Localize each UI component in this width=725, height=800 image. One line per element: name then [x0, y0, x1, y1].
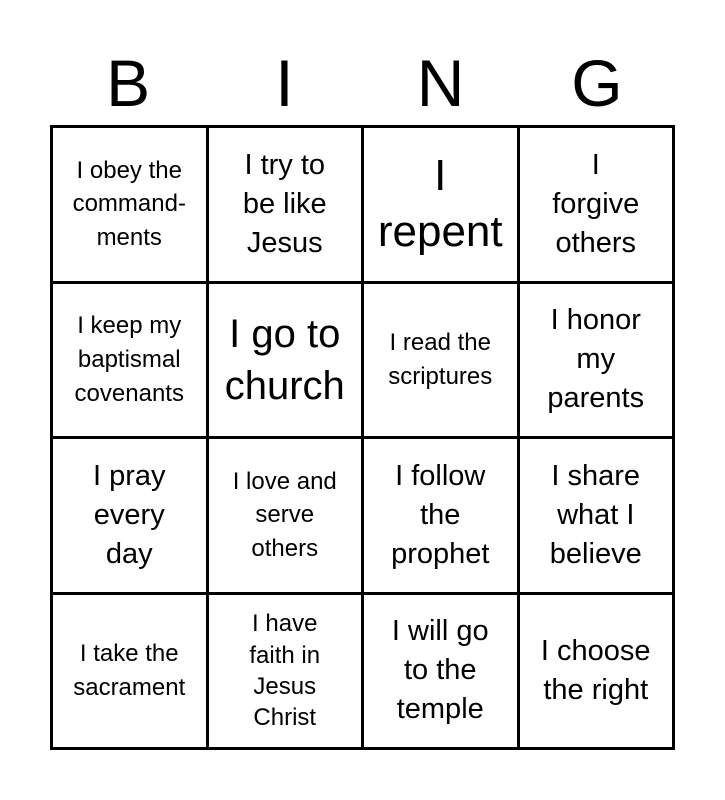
bingo-cell-r2c4[interactable]: I honor my parents — [520, 284, 673, 437]
header-letter-n: N — [416, 46, 465, 120]
bingo-cell-r4c4[interactable]: I choose the right — [520, 595, 673, 748]
bingo-cell-r2c3[interactable]: I read the scriptures — [364, 284, 517, 437]
bingo-cell-r2c1[interactable]: I keep my baptismal covenants — [53, 284, 206, 437]
bingo-cell-r3c2[interactable]: I love and serve others — [209, 439, 362, 592]
header-letter-g: G — [571, 46, 623, 120]
bingo-cell-r1c1[interactable]: I obey the command- ments — [53, 128, 206, 281]
bingo-cell-r1c2[interactable]: I try to be like Jesus — [209, 128, 362, 281]
bingo-cell-r3c1[interactable]: I pray every day — [53, 439, 206, 592]
bingo-cell-r4c3[interactable]: I will go to the temple — [364, 595, 517, 748]
header-letter-b: B — [106, 46, 151, 120]
bingo-cell-r3c4[interactable]: I share what I believe — [520, 439, 673, 592]
bingo-cell-r4c2[interactable]: I have faith in Jesus Christ — [209, 595, 362, 748]
bingo-cell-r1c3[interactable]: I repent — [364, 128, 517, 281]
bingo-cell-r1c4[interactable]: I forgive others — [520, 128, 673, 281]
bingo-header — [50, 40, 675, 126]
bingo-board — [50, 125, 675, 750]
bingo-cell-r3c3[interactable]: I follow the prophet — [364, 439, 517, 592]
header-letter-i: I — [275, 46, 294, 120]
bingo-cell-r4c1[interactable]: I take the sacrament — [53, 595, 206, 748]
bingo-cell-r2c2[interactable]: I go to church — [209, 284, 362, 437]
